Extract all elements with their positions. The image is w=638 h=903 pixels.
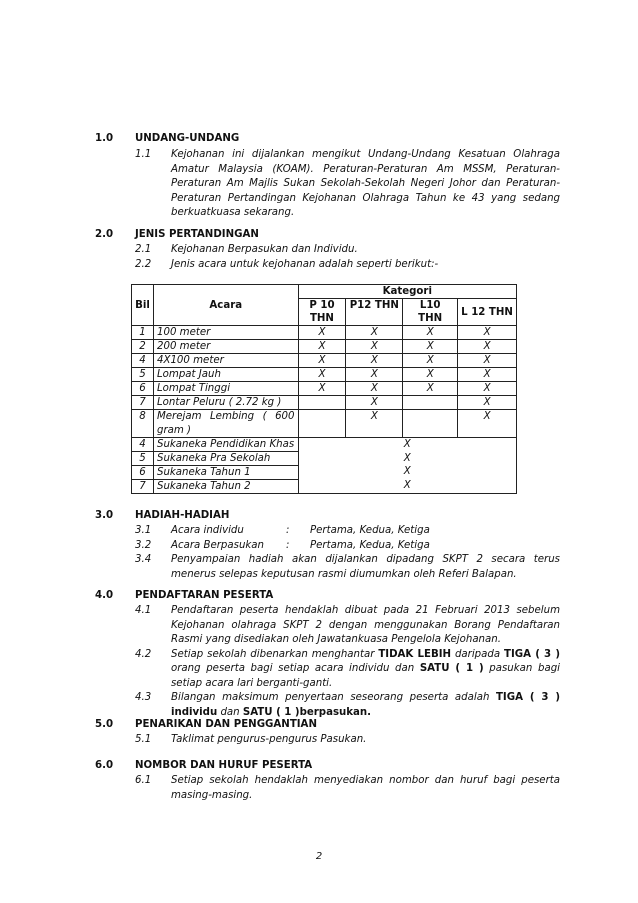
section-undang-undang [95,133,560,221]
table-row [132,438,517,452]
clause-text-part: daripada [451,648,504,660]
clause-number: 4.3 [135,692,152,703]
cell-mark: X [346,368,403,382]
clause-text: Kejohanan Berpasukan dan Individu. [171,244,358,255]
cell-bil: 7 [132,480,154,494]
cell-bil: 1 [132,326,154,340]
cell-mark: X [346,382,403,396]
clause-number: 2.2 [135,258,152,270]
header-category: P12 THN [346,299,403,326]
clause-6-1 [135,774,560,803]
clause-key: Acara Berpasukan [171,539,265,551]
section-heading [95,510,560,521]
header-acara: Acara [153,285,298,326]
cell-bil: 4 [132,438,154,452]
clause-3-1 [135,524,560,539]
section-title: JENIS PERTANDINGAN [135,229,259,240]
clause-number: 2.1 [135,244,152,255]
clause-text: Kejohanan ini dijalankan mengikut Undang-Undang Kesatuan Olahraga Amatur Malaysia (KOAM). Peraturan-Peraturan Am MSSM, Peraturan-Peraturan Am Majlis Sukan Sekolah-Sekolah Negeri Johor dan Peraturan-Peraturan Pertandingan Kejohanan Olahraga Tahun ke 43 yang sedang berkuatkuasa sekarang. [171,149,560,218]
table-row [132,396,517,410]
section-number: 6.0 [95,760,114,771]
clause-value: Pertama, Kedua, Ketiga [310,539,430,551]
header-kategori: Kategori [298,285,516,299]
clause-2-1 [135,243,560,258]
cell-mark: X [403,354,458,368]
cell-acara: Lontar Peluru ( 2.72 kg ) [153,396,298,410]
cell-mark [403,396,458,410]
clause-number: 3.1 [135,525,152,536]
cell-mark [298,396,346,410]
cell-acara: Sukaneka Tahun 1 [153,466,298,480]
clause-number: 5.1 [135,734,152,745]
section-title: PENARIKAN DAN PENGGANTIAN [135,719,317,730]
clause-3-4 [135,553,560,582]
section-number: 5.0 [95,719,114,730]
cell-mark: X [458,382,517,396]
cell-bil: 4 [132,354,154,368]
cell-mark: X [298,326,346,340]
section-nombor-huruf [95,760,560,803]
clause-bold: TIGA ( 3 ) [504,648,561,660]
cell-bil: 2 [132,340,154,354]
cell-bil: 5 [132,452,154,466]
cell-mark: X [403,340,458,354]
section-heading [95,760,560,771]
cell-merged-marks [298,438,516,494]
cell-bil: 8 [132,410,154,438]
clause-2-2 [135,258,560,273]
clause-bold: TIGA ( 3 ) individu [171,692,560,718]
header-bil: Bil [132,285,154,326]
cell-acara: 200 meter [153,340,298,354]
cell-mark: X [403,368,458,382]
events-table [131,284,517,494]
cell-mark: X [403,382,458,396]
cell-mark [403,410,458,438]
clause-bold: SATU ( 1 )berpasukan. [242,706,372,718]
table-row [132,326,517,340]
clause-number: 4.1 [135,605,152,616]
cell-mark: X [458,410,517,438]
clause-text: Pendaftaran peserta hendaklah dibuat pada 21 Februari 2013 sebelum Kejohanan olahraga SKPT 2 dengan menggunakan Borang Pendaftaran Rasmi yang disediakan oleh Jawatankuasa Pengelola Kejohanan. [171,605,560,645]
clause-3-2 [135,539,560,554]
section-jenis-pertandingan [95,229,560,272]
clause-text: Taklimat pengurus-pengurus Pasukan. [171,734,367,745]
header-category: P 10 THN [298,299,346,326]
table-row [132,382,517,396]
section-title: UNDANG-UNDANG [135,133,240,144]
clause-text: Penyampaian hadiah akan dijalankan dipadang SKPT 2 secara terus menerus selepas keputusan rasmi diumumkan oleh Referi Balapan. [171,554,560,580]
cell-acara: Sukaneka Pra Sekolah [153,452,298,466]
clause-4-1 [135,604,560,648]
cell-mark: X [403,452,411,464]
table-row [132,368,517,382]
section-number: 4.0 [95,590,114,601]
cell-acara: Sukaneka Pendidikan Khas [153,438,298,452]
clause-text-part: orang peserta bagi setiap acara individu dan [171,663,420,674]
clause-value: Pertama, Kedua, Ketiga [310,525,430,536]
clause-number: 4.2 [135,648,152,660]
cell-mark: X [403,439,411,450]
clause-number: 6.1 [135,775,152,786]
clause-text-part: dan [217,706,243,718]
cell-acara: Lompat Jauh [153,368,298,382]
header-category: L 12 THN [458,299,517,326]
cell-mark: X [298,368,346,382]
clause-text-part: pasukan bagi setiap acara lari berganti-ganti. [171,663,560,689]
cell-mark: X [346,396,403,410]
cell-mark: X [298,382,346,396]
section-penarikan-penggantian [95,719,560,748]
section-heading [95,719,560,730]
cell-mark: X [458,368,517,382]
clause-4-2 [135,648,560,692]
clause-text [171,648,560,692]
cell-mark: X [403,466,411,477]
clause-text-part: Bilangan maksimum penyertaan seseorang peserta adalah [171,692,496,703]
clause-bold: TIDAK LEBIH [378,648,452,660]
section-title: PENDAFTARAN PESERTA [135,590,274,601]
section-hadiah-hadiah [95,510,560,582]
cell-bil: 7 [132,396,154,410]
cell-bil: 6 [132,382,154,396]
section-title: NOMBOR DAN HURUF PESERTA [135,760,313,771]
cell-mark: X [298,354,346,368]
clause-number: 1.1 [135,149,152,160]
clause-text-part: Setiap sekolah dibenarkan menghantar [171,648,379,660]
cell-mark [298,410,346,438]
clause-key: Acara individu [171,525,244,536]
clause-1-1 [135,148,560,221]
section-number: 2.0 [95,229,114,240]
table-row [132,340,517,354]
clause-number: 3.4 [135,554,152,565]
cell-mark: X [346,410,403,438]
cell-acara: Lompat Tinggi [153,382,298,396]
cell-acara: 100 meter [153,326,298,340]
section-number: 1.0 [95,133,114,144]
section-pendaftaran-peserta [95,590,560,720]
clause-text: Setiap sekolah hendaklah menyediakan nombor dan huruf bagi peserta masing-masing. [171,775,560,801]
header-category: L10 THN [403,299,458,326]
cell-acara: Merejam Lembing ( 600 gram ) [153,410,298,438]
table-row [132,410,517,438]
cell-bil: 6 [132,466,154,480]
cell-acara: Sukaneka Tahun 2 [153,480,298,494]
cell-mark: X [403,479,411,491]
cell-mark: X [298,340,346,354]
cell-mark: X [403,326,458,340]
table-header-row [132,285,517,299]
section-heading [95,590,560,601]
table-row [132,354,517,368]
clause-text: Jenis acara untuk kejohanan adalah seperti berikut:- [171,258,439,270]
clause-4-3 [135,691,560,720]
clause-text [171,691,560,720]
cell-mark: X [458,340,517,354]
clause-5-1 [135,733,560,748]
section-heading [95,133,560,144]
section-title: HADIAH-HADIAH [135,510,230,521]
clause-colon: : [286,525,290,536]
cell-mark: X [346,326,403,340]
section-heading [95,229,560,240]
cell-bil: 5 [132,368,154,382]
page-number: 2 [315,851,323,862]
clause-bold: SATU ( 1 ) [419,663,484,674]
cell-mark: X [458,354,517,368]
cell-acara: 4X100 meter [153,354,298,368]
cell-mark: X [346,354,403,368]
clause-colon: : [286,539,290,551]
clause-number: 3.2 [135,539,152,551]
cell-mark: X [458,396,517,410]
cell-mark: X [458,326,517,340]
cell-mark: X [346,340,403,354]
section-number: 3.0 [95,510,114,521]
